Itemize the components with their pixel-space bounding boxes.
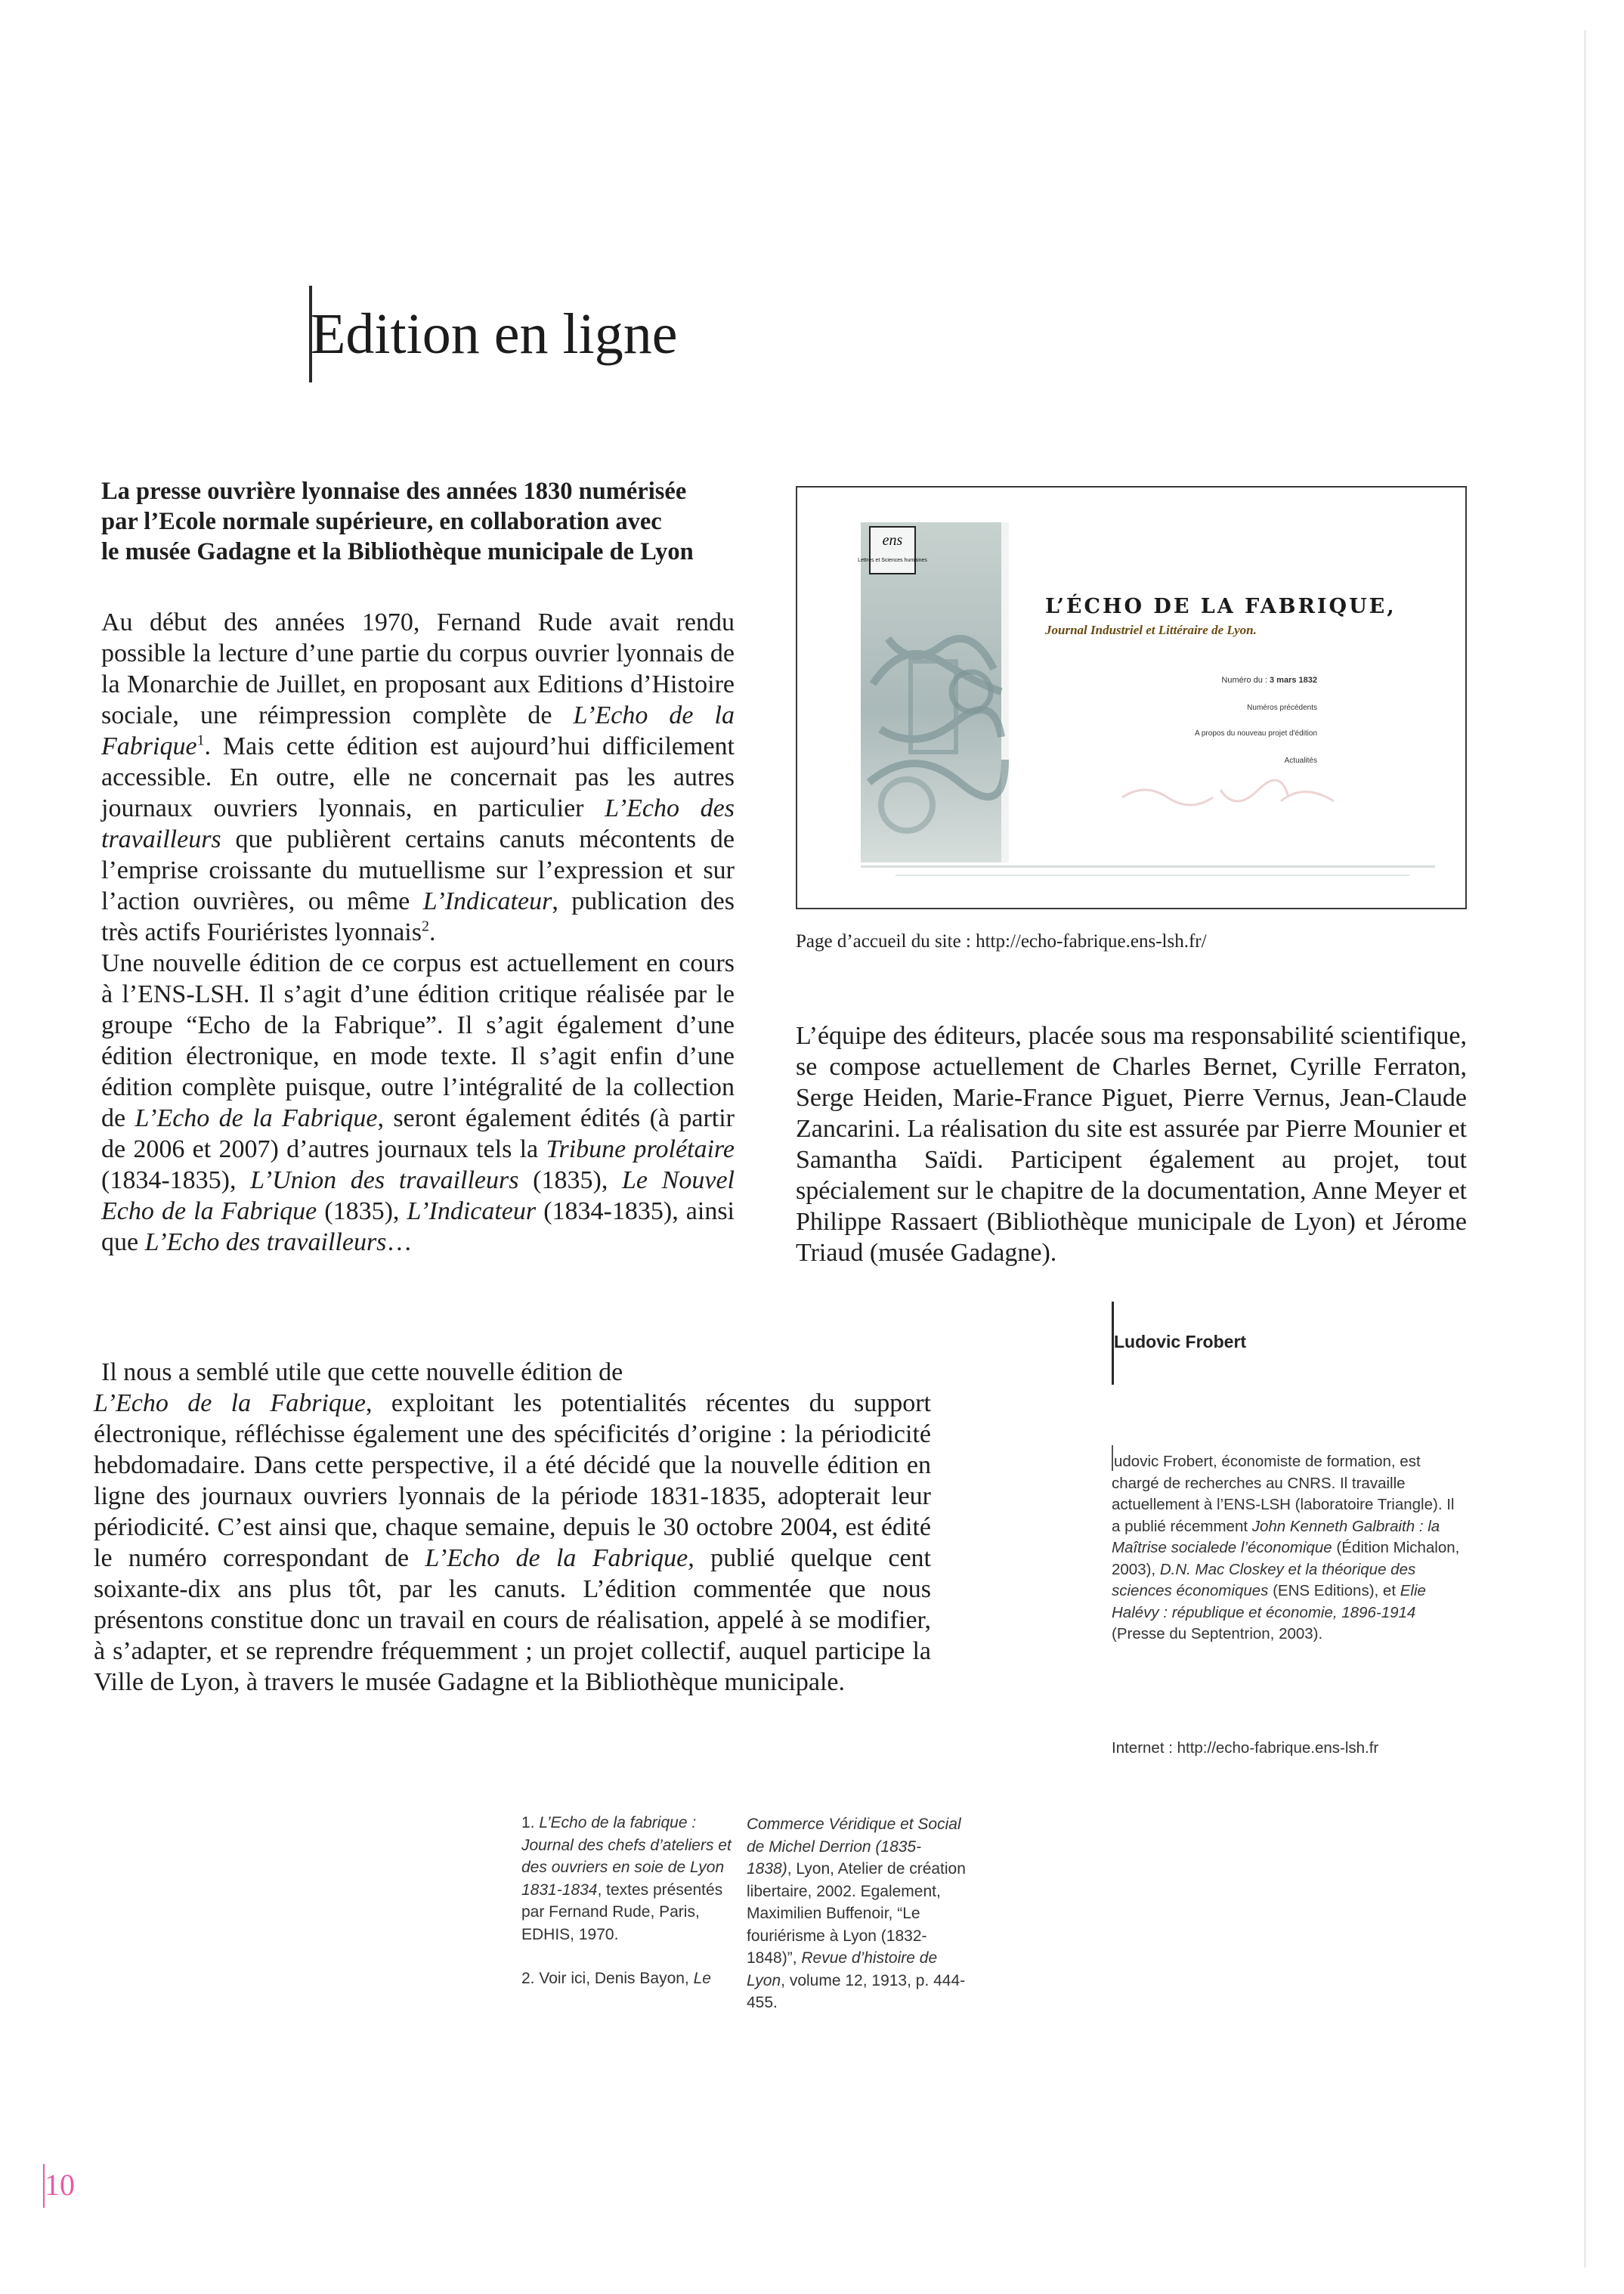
issue-line	[1221, 676, 1317, 685]
masthead-subtitle: Journal Industriel et Littéraire de Lyon.	[1045, 623, 1257, 637]
body-paragraph-1: Au début des années 1970, Fernand Rude avait rendu possible la lecture d’une partie du corpus ouvrier lyonnais de la Monarchie de Juillet, en proposant aux Editions d’Histoire sociale, une réimpression complète de L’Echo de la Fabrique$^1$. Mais cette édition est aujourd’hui difficilement accessible. En outre, elle ne concernait pas les autres journaux ouvriers lyonnais, en particulier L’Echo des travailleurs que publièrent certains canuts mécontents de l’emprise croissante du mutuellisme sur l’expression et sur l’action ouvrières, ou même L’Indicateur, publication des très actifs Fouriéristes lyonnais$^2$.	[101, 608, 735, 946]
internet-address[interactable]: Internet : http://echo-fabrique.ens-lsh.fr	[1112, 1739, 1379, 1757]
nav-link-previous-issues[interactable]: Numéros précédents	[1247, 704, 1317, 712]
footnote-1: 1. L’Echo de la fabrique : Journal des chefs d’ateliers et des ouvriers en soie de Lyon 1831-1834, textes présentés par Fernand Rude, Paris, EDHIS, 1970.	[521, 1814, 732, 1943]
footnote-2-start: 2. Voir ici, Denis Bayon, Le	[521, 1970, 711, 1987]
body-paragraph-3-first-line: Il nous a semblé utile que cette nouvelle édition de	[101, 1358, 623, 1386]
nav-link-news[interactable]: Actualités	[1284, 757, 1317, 765]
page-edge-line	[1584, 30, 1586, 2268]
page-number: 10	[45, 2168, 75, 2202]
issue-label: Numéro du :	[1221, 676, 1270, 685]
author-bio: udovic Frobert, économiste de formation, est chargé de recherches au CNRS. Il travaille actuellement à l’ENS-LSH (laboratoire Triangle). Il a publié récemment John Kenneth Galbraith : la Maîtrise socialede l’économique (Édition Michalon, 2003), D.N. Mac Closkey et la théorique des sciences économiques (ENS Editions), et Elie Halévy : république et économie, 1896-1914 (Presse du Septentrion, 2003).	[1112, 1445, 1467, 1645]
footnote-2-continued: Commerce Véridique et Social de Michel Derrion (1835-1838), Lyon, Atelier de création libertaire, 2002. Egalement, Maximilien Buffenoir, “Le fouriérisme à Lyon (1832-1848)”, Revue d’histoire de Lyon, volume 12, 1913, p. 444-455.	[747, 1816, 966, 2011]
footnote-column-2	[747, 1813, 966, 2014]
body-paragraph-4: L’équipe des éditeurs, placée sous ma responsabilité scientifique, se compose actuellement de Charles Bernet, Cyrille Ferraton, Serge Heiden, Marie-France Piguet, Pierre Vernus, Jean-Claude Zancarini. La réalisation du site est assurée par Pierre Mounier et Samantha Saïdi. Participent également au projet, tout spécialement sur le chapitre de la documentation, Anne Meyer et Philippe Rassaert (Bibliothèque municipale de Lyon) et Jérome Triaud (musée Gadagne).	[796, 1022, 1467, 1267]
footnote-ref-1: 1	[196, 732, 205, 749]
screenshot-caption: Page d’accueil du site : http://echo-fabrique.ens-lsh.fr/	[796, 931, 1207, 952]
ens-logo-text: ens	[882, 532, 903, 549]
website-screenshot	[796, 486, 1467, 909]
bio-initial-mark	[1112, 1445, 1113, 1471]
body-paragraph-3: Il nous a semblé utile que cette nouvelle édition de L’Echo de la Fabrique, exploitant les potentialités récentes du support électronique, réfléchisse également une des spécificités d’origine : la périodicité hebdomadaire. Dans cette perspective, il a été décidé que la nouvelle édition en ligne des journaux ouvriers lyonnais de la période 1831-1835, adopterait leur périodicité. C’est ainsi que, chaque semaine, depuis le 30 octobre 2004, est édité le numéro correspondant de L’Echo de la Fabrique, publié quelque cent soixante-dix ans plus tôt, par les canuts. L’édition commentée que nous présentons constitue donc un travail en cours de réalisation, appelé à se modifier, à s’adapter, et se reprendre fréquemment ; un projet collectif, auquel participe la Ville de Lyon, à travers le musée Gadagne et la Bibliothèque municipale.	[94, 1358, 932, 1696]
author-signature: Ludovic Frobert	[1114, 1332, 1247, 1351]
issue-date[interactable]: 3 mars 1832	[1270, 676, 1317, 685]
body-column-left	[101, 607, 735, 1258]
footnote-column-1	[521, 1812, 733, 1990]
website-screenshot-art	[797, 488, 1465, 908]
lead-line: La presse ouvrière lyonnaise des années 1830 numérisée	[101, 478, 687, 505]
nav-link-about-project[interactable]: A propos du nouveau projet d'édition	[1194, 729, 1317, 738]
masthead-title: L’ÉCHO DE LA FABRIQUE,	[1045, 595, 1397, 618]
page-title: Edition en ligne	[311, 302, 678, 366]
footnote-ref-2: 2	[421, 918, 429, 935]
body-column-right	[796, 1020, 1467, 1268]
lead-line: par l’Ecole normale supérieure, en collaboration avec	[101, 508, 662, 535]
lead-paragraph	[101, 476, 741, 567]
lead-line: le musée Gadagne et la Bibliothèque municipale de Lyon	[101, 538, 694, 565]
ens-logo-subtext: Lettres et Sciences humaines	[858, 558, 927, 563]
body-paragraph-2: Une nouvelle édition de ce corpus est actuellement en cours à l’ENS-LSH. Il s’agit d’une édition critique réalisée par le groupe “Echo de la Fabrique”. Il s’agit également d’une édition électronique, en mode texte. Il s’agit enfin d’une édition complète puisque, outre l’intégralité de la collection de L’Echo de la Fabrique, seront également édités (à partir de 2006 et 2007) d’autres journaux tels la Tribune prolétaire (1834-1835), L’Union des travailleurs (1835), Le Nouvel Echo de la Fabrique (1835), L’Indicateur (1834-1835), ainsi que L’Echo des travailleurs…	[101, 949, 735, 1256]
